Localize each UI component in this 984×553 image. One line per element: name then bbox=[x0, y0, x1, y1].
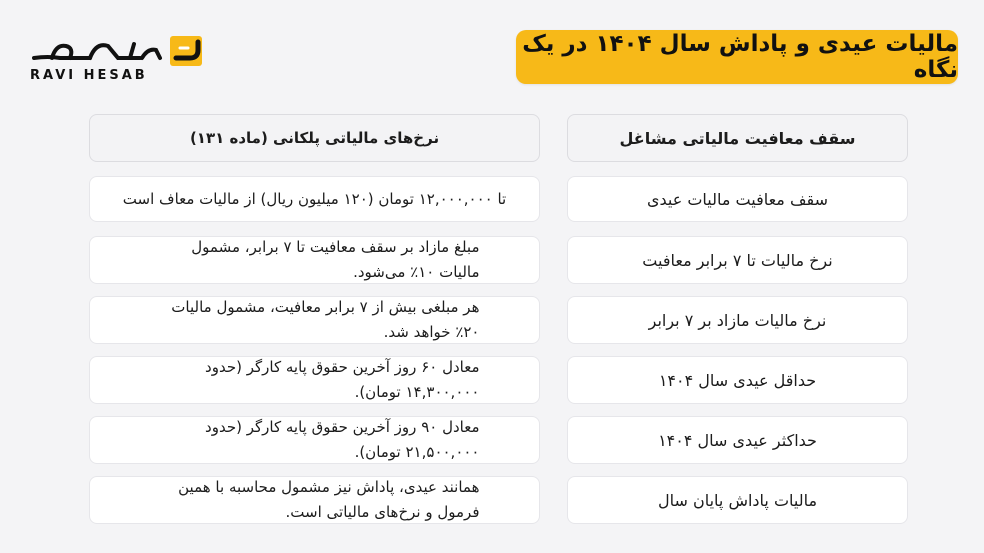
title-banner bbox=[516, 30, 958, 84]
table-row-label: حداقل عیدی سال ۱۴۰۴ bbox=[567, 356, 908, 404]
table-row-value: معادل ۹۰ روز آخرین حقوق پایه کارگر (حدود ۲۱,۵۰۰,۰۰۰ تومان). bbox=[89, 416, 540, 464]
right-column-header: سقف معافیت مالیاتی مشاغل bbox=[567, 114, 908, 162]
ravi-hesab-logo bbox=[30, 34, 215, 84]
left-column-header: نرخ‌های مالیاتی پلکانی (ماده ۱۳۱) bbox=[89, 114, 540, 162]
table-row-label: حداکثر عیدی سال ۱۴۰۴ bbox=[567, 416, 908, 464]
table-row-label: نرخ مالیات مازاد بر ۷ برابر bbox=[567, 296, 908, 344]
table-row-value: مبلغ مازاد بر سقف معافیت تا ۷ برابر، مشمول مالیات ۱۰٪ می‌شود. bbox=[89, 236, 540, 284]
logo-mark-icon bbox=[30, 34, 215, 68]
table-row-value: همانند عیدی، پاداش نیز مشمول محاسبه با همین فرمول و نرخ‌های مالیاتی است. bbox=[89, 476, 540, 524]
table-row-value: تا ۱۲,۰۰۰,۰۰۰ تومان (۱۲۰ میلیون ریال) از مالیات معاف است bbox=[89, 176, 540, 222]
page-title: مالیات عیدی و پاداش سال ۱۴۰۴ در یک نگاه bbox=[522, 31, 958, 83]
table-row-label: سقف معافیت مالیات عیدی bbox=[567, 176, 908, 222]
table-row-value: معادل ۶۰ روز آخرین حقوق پایه کارگر (حدود ۱۴,۳۰۰,۰۰۰ تومان). bbox=[89, 356, 540, 404]
logo-wordmark: RAVI HESAB bbox=[30, 68, 148, 83]
table-row-label: نرخ مالیات تا ۷ برابر معافیت bbox=[567, 236, 908, 284]
table-row-value: هر مبلغی بیش از ۷ برابر معافیت، مشمول مالیات ۲۰٪ خواهد شد. bbox=[89, 296, 540, 344]
table-row-label: مالیات پاداش پایان سال bbox=[567, 476, 908, 524]
